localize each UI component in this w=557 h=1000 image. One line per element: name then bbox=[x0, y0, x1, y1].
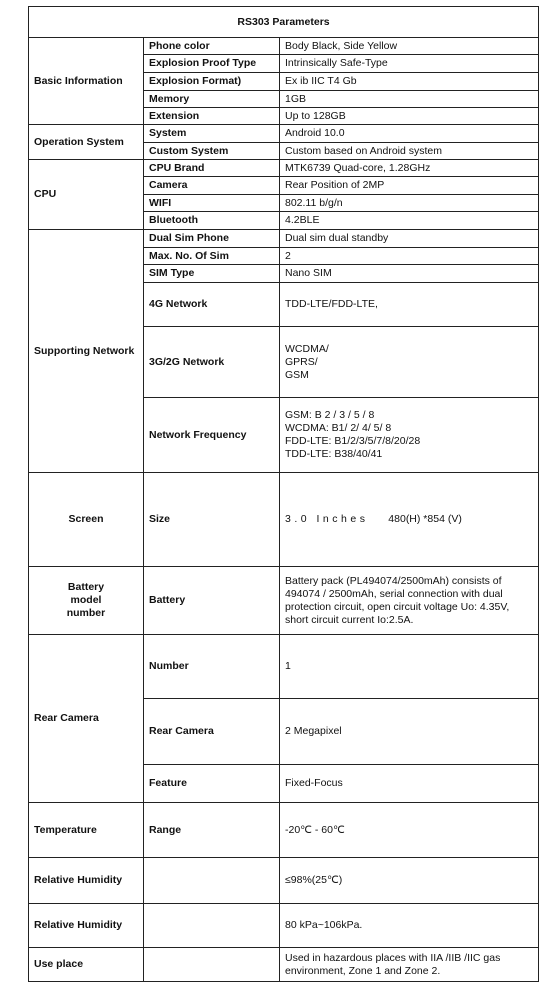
param-label-empty bbox=[144, 858, 280, 904]
param-label: Phone color bbox=[144, 38, 280, 55]
table-row bbox=[29, 38, 539, 55]
param-label: Custom System bbox=[144, 143, 280, 160]
param-label: Extension bbox=[144, 108, 280, 125]
table-row bbox=[29, 803, 539, 858]
param-value: 1GB bbox=[280, 91, 539, 108]
param-label: Rear Camera bbox=[144, 699, 280, 765]
list-item: GSM: B 2 / 3 / 5 / 8 bbox=[285, 409, 375, 421]
param-label: Feature bbox=[144, 765, 280, 803]
param-value: Battery pack (PL494074/2500mAh) consists of 494074 / 2500mAh, serial connection with dual protection circuit, open circuit voltage Uo: 4.35V, short circuit current Io:2.5A. bbox=[280, 567, 539, 635]
table-title: RS303 Parameters bbox=[29, 7, 539, 38]
list-item: GPRS/ bbox=[285, 355, 318, 368]
param-label-empty bbox=[144, 948, 280, 982]
category-cpu: CPU bbox=[29, 160, 144, 230]
param-label: CPU Brand bbox=[144, 160, 280, 177]
param-value: -20℃ - 60℃ bbox=[280, 803, 539, 858]
category-screen: Screen bbox=[29, 473, 144, 567]
category-use-place: Use place bbox=[29, 948, 144, 982]
param-label: Dual Sim Phone bbox=[144, 230, 280, 248]
category-relative-humidity-pressure: Relative Humidity bbox=[29, 904, 144, 948]
param-label: Number bbox=[144, 635, 280, 699]
category-supporting-network: Supporting Network bbox=[29, 230, 144, 473]
list-item: WCDMA/ bbox=[285, 342, 329, 355]
screen-resolution-value: 480(H) *854 (V) bbox=[388, 513, 462, 525]
list-item: GSM bbox=[285, 368, 309, 381]
param-label: WIFI bbox=[144, 195, 280, 212]
table-row bbox=[29, 125, 539, 143]
param-value: 4.2BLE bbox=[280, 212, 539, 230]
param-value: Intrinsically Safe-Type bbox=[280, 55, 539, 73]
param-value: Up to 128GB bbox=[280, 108, 539, 125]
param-label: Camera bbox=[144, 177, 280, 195]
param-value: Ex ib IIC T4 Gb bbox=[280, 73, 539, 91]
param-value-list bbox=[280, 398, 539, 473]
category-rear-camera: Rear Camera bbox=[29, 635, 144, 803]
param-value: MTK6739 Quad-core, 1.28GHz bbox=[280, 160, 539, 177]
table-row bbox=[29, 160, 539, 177]
param-label: Memory bbox=[144, 91, 280, 108]
param-value: Nano SIM bbox=[280, 265, 539, 283]
table-row bbox=[29, 904, 539, 948]
list-item: FDD-LTE: B1/2/3/5/7/8/20/28 bbox=[285, 435, 421, 447]
param-value: Body Black, Side Yellow bbox=[280, 38, 539, 55]
param-value: TDD-LTE/FDD-LTE, bbox=[280, 283, 539, 327]
param-value: Rear Position of 2MP bbox=[280, 177, 539, 195]
param-value: ≤98%(25℃) bbox=[280, 858, 539, 904]
param-value: 1 bbox=[280, 635, 539, 699]
param-label: Size bbox=[144, 473, 280, 567]
category-temperature: Temperature bbox=[29, 803, 144, 858]
param-value: 2 Megapixel bbox=[280, 699, 539, 765]
list-item: TDD-LTE: B38/40/41 bbox=[285, 448, 383, 460]
category-line: model bbox=[70, 594, 102, 606]
category-operation-system: Operation System bbox=[29, 125, 144, 160]
list-item: WCDMA: B1/ 2/ 4/ 5/ 8 bbox=[285, 422, 392, 434]
param-value bbox=[280, 473, 539, 567]
param-label: Bluetooth bbox=[144, 212, 280, 230]
param-value: 2 bbox=[280, 248, 539, 265]
category-relative-humidity: Relative Humidity bbox=[29, 858, 144, 904]
param-value: 802.11 b/g/n bbox=[280, 195, 539, 212]
category-line: number bbox=[66, 607, 106, 619]
table-row bbox=[29, 635, 539, 699]
table-row bbox=[29, 948, 539, 982]
param-label: Max. No. Of Sim bbox=[144, 248, 280, 265]
param-label: Range bbox=[144, 803, 280, 858]
category-basic-information: Basic Information bbox=[29, 38, 144, 125]
param-label: Battery bbox=[144, 567, 280, 635]
param-value: 80 kPa~106kPa. bbox=[280, 904, 539, 948]
param-label: Explosion Proof Type bbox=[144, 55, 280, 73]
parameters-table bbox=[28, 6, 539, 982]
param-value: Custom based on Android system bbox=[280, 143, 539, 160]
table-row bbox=[29, 858, 539, 904]
category-line: Battery bbox=[67, 581, 105, 593]
param-label: Explosion Format) bbox=[144, 73, 280, 91]
param-label: 3G/2G Network bbox=[144, 327, 280, 398]
table-row bbox=[29, 473, 539, 567]
param-label: SIM Type bbox=[144, 265, 280, 283]
param-value: Used in hazardous places with IIA /IIB /IIC gas environment, Zone 1 and Zone 2. bbox=[280, 948, 539, 982]
param-value: Android 10.0 bbox=[280, 125, 539, 143]
param-label: 4G Network bbox=[144, 283, 280, 327]
title-row bbox=[29, 7, 539, 38]
param-value: Dual sim dual standby bbox=[280, 230, 539, 248]
table-row bbox=[29, 230, 539, 248]
param-label: System bbox=[144, 125, 280, 143]
category-battery-model-number bbox=[29, 567, 144, 635]
param-label-empty bbox=[144, 904, 280, 948]
screen-size-value: 3.0 Inches bbox=[285, 513, 369, 525]
param-value: Fixed-Focus bbox=[280, 765, 539, 803]
table-row bbox=[29, 567, 539, 635]
param-value-list bbox=[280, 327, 539, 398]
param-label: Network Frequency bbox=[144, 398, 280, 473]
